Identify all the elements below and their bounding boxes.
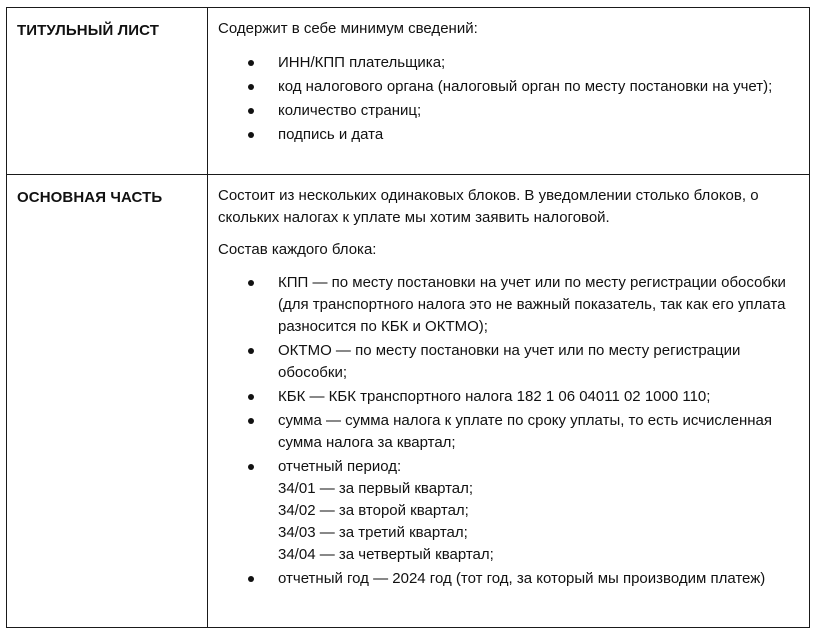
row-content-title-page bbox=[208, 8, 810, 175]
bullet-icon bbox=[248, 60, 254, 66]
list-item bbox=[218, 410, 801, 454]
bullet-icon bbox=[248, 132, 254, 138]
list-item bbox=[218, 340, 801, 384]
bullet-icon bbox=[248, 348, 254, 354]
list-item-text: подпись и дата bbox=[278, 126, 384, 143]
list-item-text: количество страниц; bbox=[278, 102, 422, 119]
bullet-icon bbox=[248, 576, 254, 582]
bullet-icon bbox=[248, 418, 254, 424]
title-page-intro: Содержит в себе минимум сведений: bbox=[218, 20, 478, 37]
list-item bbox=[218, 272, 801, 338]
bullet-icon bbox=[248, 394, 254, 400]
list-item-text: КБК — КБК транспортного налога 182 1 06 04011 02 1000 110; bbox=[278, 388, 711, 405]
row-label-main-part: ОСНОВНАЯ ЧАСТЬ bbox=[7, 175, 208, 628]
list-item bbox=[218, 386, 801, 408]
list-item-text: КПП — по месту постановки на учет или по месту регистрации обособки (для транспортного налога это не важный показатель, так как его уплата разносится по КБК и ОКТМО); bbox=[278, 274, 786, 335]
table-row-title-page bbox=[7, 8, 810, 175]
list-item bbox=[218, 124, 801, 146]
title-page-list bbox=[218, 52, 801, 146]
list-item-reporting-period bbox=[218, 456, 801, 566]
bullet-icon bbox=[248, 464, 254, 470]
list-item-text: ОКТМО — по месту постановки на учет или по месту регистрации обособки; bbox=[278, 342, 741, 381]
bullet-icon bbox=[248, 108, 254, 114]
list-item bbox=[218, 76, 801, 98]
list-item-text: ИНН/КПП плательщика; bbox=[278, 54, 446, 71]
list-item bbox=[218, 100, 801, 122]
period-line: 34/03 — за третий квартал; bbox=[278, 524, 468, 541]
bullet-icon bbox=[248, 84, 254, 90]
list-item-text: сумма — сумма налога к уплате по сроку уплаты, то есть исчисленная сумма налога за квартал; bbox=[278, 412, 772, 451]
list-item-text: отчетный период: bbox=[278, 458, 402, 475]
info-table bbox=[6, 7, 810, 628]
block-composition-heading: Состав каждого блока: bbox=[218, 241, 377, 258]
list-item bbox=[218, 568, 801, 590]
row-label-title-page: ТИТУЛЬНЫЙ ЛИСТ bbox=[7, 8, 208, 175]
main-part-intro: Состоит из нескольких одинаковых блоков. В уведомлении столько блоков, о скольких налогах к уплате мы хотим заявить налоговой. bbox=[218, 187, 759, 226]
block-composition-list bbox=[218, 272, 801, 590]
bullet-icon bbox=[248, 280, 254, 286]
period-line: 34/01 — за первый квартал; bbox=[278, 480, 474, 497]
list-item-text: код налогового органа (налоговый орган по месту постановки на учет); bbox=[278, 78, 773, 95]
table-row-main-part bbox=[7, 175, 810, 628]
period-line: 34/04 — за четвертый квартал; bbox=[278, 546, 494, 563]
row-content-main-part bbox=[208, 175, 810, 628]
list-item-text: отчетный год — 2024 год (тот год, за который мы производим платеж) bbox=[278, 570, 766, 587]
list-item bbox=[218, 52, 801, 74]
period-line: 34/02 — за второй квартал; bbox=[278, 502, 469, 519]
